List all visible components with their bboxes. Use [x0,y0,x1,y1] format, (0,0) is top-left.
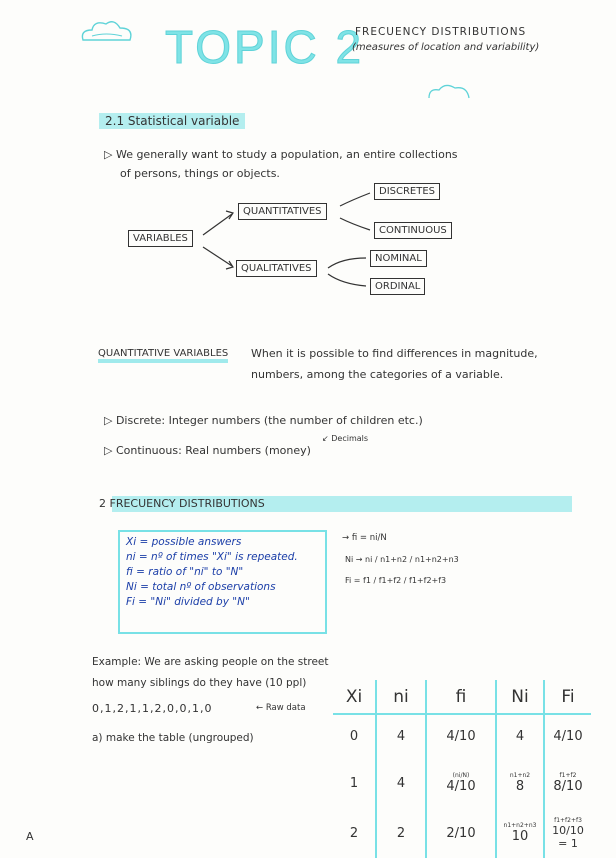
formula-Ni: Ni → ni / n1+n2 / n1+n2+n3 [345,555,459,564]
raw-data-note: ← Raw data [256,703,306,713]
example-text-cont: how many siblings do they have (10 ppl) [92,677,307,689]
continuous-box: CONTINUOUS [374,222,452,239]
discretes-box: DISCRETES [374,183,440,200]
variables-box: VARIABLES [128,230,193,247]
task-text: a) make the table (ungrouped) [92,732,254,744]
definition-Fi: Fi = "Ni" divided by "N" [126,596,250,608]
nominal-box: NOMINAL [370,250,427,267]
page-title: TOPIC 2 [165,21,365,73]
col-header-Ni: Ni [496,680,544,714]
quant-definition: When it is possible to find differences in magnitude, [251,347,538,360]
definition-xi: Xi = possible answers [126,536,242,548]
section-heading: 2.1 Statistical variable [99,114,245,128]
page-subtitle: FRECUENCY DISTRIBUTIONS [355,26,527,38]
col-header-fi: fi [426,680,496,714]
raw-data: 0,1,2,1,1,2,0,0,1,0 [92,702,213,715]
quantitatives-box: QUANTITATIVES [238,203,327,220]
page-number: A [26,830,34,843]
decimals-note: ↙ Decimals [322,434,369,443]
page-subtitle-detail: (measures of location and variability) [352,42,540,53]
table-row: 0 4 4/10 4 4/10 [333,714,591,758]
ordinal-box: ORDINAL [370,278,425,295]
col-header-ni: ni [376,680,426,714]
discrete-line: ▷ Discrete: Integer numbers (the number of children etc.) [104,414,423,427]
continuous-line: ▷ Continuous: Real numbers (money) [104,444,311,457]
quant-definition-cont: numbers, among the categories of a variable. [251,368,504,381]
definition-Ni: Ni = total nº of observations [126,581,276,593]
example-text: Example: We are asking people on the street [92,656,329,668]
section-2-heading: 2 FRECUENCY DISTRIBUTIONS [99,497,265,510]
table-row: 1 4 (ni/N) 4/10 n1+n2 8 f1+f2 8/10 [333,758,591,808]
frequency-table [333,680,591,858]
col-header-Fi: Fi [544,680,591,714]
intro-text: ▷ We generally want to study a population, an entire collections [104,148,458,161]
definition-fi: fi = ratio of "ni" to "N" [126,566,244,578]
table-row: 2 2 2/10 n1+n2+n3 10 f1+f2+f3 10/10 = 1 [333,808,591,858]
definitions-box [118,530,327,634]
qualitatives-box: QUALITATIVES [236,260,317,277]
formula-fi: → fi = ni/N [342,533,387,543]
formula-Fi: Fi = f1 / f1+f2 / f1+f2+f3 [345,576,447,585]
intro-text-cont: of persons, things or objects. [120,167,280,180]
col-header-xi: Xi [333,680,376,714]
definition-ni: ni = nº of times "Xi" is repeated. [126,551,298,563]
quant-label: QUANTITATIVE VARIABLES [98,348,228,359]
